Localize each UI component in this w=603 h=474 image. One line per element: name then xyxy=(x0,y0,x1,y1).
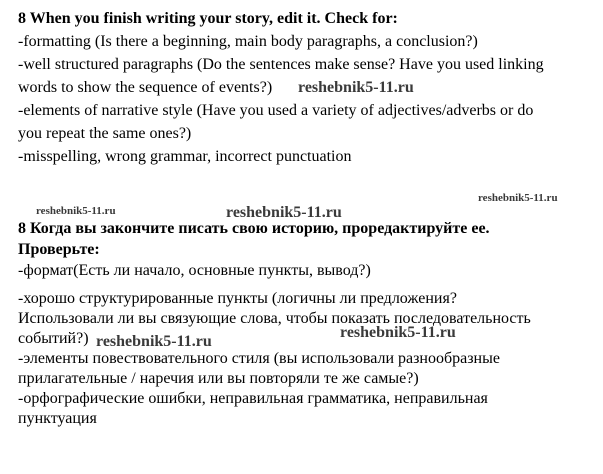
watermark: reshebnik5-11.ru xyxy=(96,333,212,350)
russian-item-style-line1: -элементы повествовательного стиля (вы использовали разнообразные xyxy=(18,350,500,367)
english-item-formatting: -formatting (Is there a beginning, main body paragraphs, a conclusion?) xyxy=(18,33,478,50)
russian-item-structure-line1: -хорошо структурированные пункты (логичны ли предложения? xyxy=(18,290,457,307)
watermark: reshebnik5-11.ru xyxy=(478,192,558,204)
russian-heading-line2: Проверьте: xyxy=(18,241,100,258)
russian-item-style-line2: прилагательные / наречия или вы повторяли те же самые?) xyxy=(18,370,419,387)
watermark: reshebnik5-11.ru xyxy=(340,324,456,341)
russian-item-errors-line1: -орфографические ошибки, неправильная грамматика, неправильная xyxy=(18,390,488,407)
watermark: reshebnik5-11.ru xyxy=(226,204,342,221)
russian-heading-line1: 8 Когда вы закончите писать свою историю, проредактируйте ее. xyxy=(18,220,490,237)
russian-item-structure-line2: Использовали ли вы связующие слова, чтобы показать последовательность xyxy=(18,310,531,327)
english-heading: 8 When you finish writing your story, edit it. Check for: xyxy=(18,10,398,27)
english-item-narrative-line2: you repeat the same ones?) xyxy=(18,125,192,142)
english-item-misspelling: -misspelling, wrong grammar, incorrect punctuation xyxy=(18,148,352,165)
english-item-narrative-line1: -elements of narrative style (Have you used a variety of adjectives/adverbs or do xyxy=(18,102,534,119)
watermark: reshebnik5-11.ru xyxy=(298,79,414,96)
russian-item-structure-line3: событий?) xyxy=(18,330,89,347)
english-item-paragraphs-line2: words to show the sequence of events?) xyxy=(18,79,273,96)
russian-item-errors-line2: пунктуация xyxy=(18,410,97,427)
watermark: reshebnik5-11.ru xyxy=(36,205,116,217)
english-item-paragraphs-line1: -well structured paragraphs (Do the sentences make sense? Have you used linking xyxy=(18,56,544,73)
russian-item-format: -формат(Есть ли начало, основные пункты, вывод?) xyxy=(18,262,371,279)
